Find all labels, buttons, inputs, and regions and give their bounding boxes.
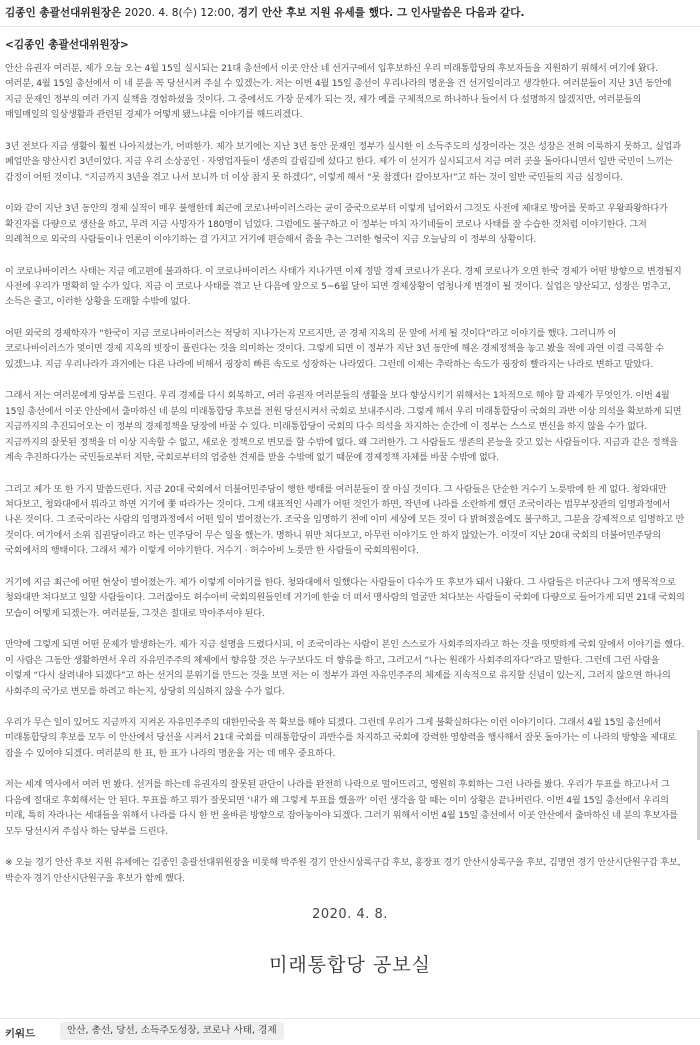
headline-summary: 경기 안산 후보 지원 유세를 했다. 그 인사말씀은 다음과 같다. (237, 7, 525, 19)
paragraph-6: 그래서 저는 여러분에게 당부를 드린다. 우리 경제를 다시 회복하고, 여러 유권자 여러분들의 생활을 보다 향상시키기 위해서는 1차적으로 해야 할 과제가 무엇인가. 이번 4월 15일 총선에서 이곳 안산에서 출마하신 네 분의 미래통합당 후보를 전원 당선시켜서 국회로 보내주시라. 그렇게 해서 우리 미래통합당이 국회의 과반 이상 의석을 확보하게 되면 지금까지의 추진되어오는 이 정부의 경제정책을 당장에 바꿀 수 있다. 미래통합당이 국회의 다수 의석을 차지하는 순간에 이 정부는 스스로 변신을 하지 않을 수가 없다. 지금까지의 잘못된 정책을 더 이상 지속할 수 없고, 새로운 정책으로 변모를 할 수밖에 없다. 왜 그러한가. 그 사람들도 생존의 본능을 갖고 있는 사람들이다. 지금과 같은 정책을 계속 추진하다가는 국민들로부터 지탄, 국회로부터의 엄중한 견제를 받을 수밖에 없기 때문에 경제정책 자체를 바꿀 수밖에 없다. (5, 391, 682, 464)
speaker-label: <김종인 총괄선대위원장> (5, 39, 129, 51)
headline-datetime: 2020. 4. 8(수) 12:00, (121, 7, 238, 19)
keyword-tags[interactable]: 안산, 총선, 당선, 소득주도성장, 코로나 사태, 경제 (60, 1022, 284, 1040)
paragraph-9: 만약에 그렇게 되면 어떤 문제가 발생하는가. 제가 지금 설명을 드렸다시피, 이 조국이라는 사람이 본인 스스로가 사회주의자라고 하는 것을 떳떳하게 국회 앞에서 이야기를 했다. 이 사람은 그동안 생활하면서 우리 자유민주주의 체제에서 향유할 것은 누구보다도 더 향유를 하고, 그러고서 “나는 원래가 사회주의자다”라고 말한다. 그런데 그런 사람을 이렇게 “다시 살려내야 되겠다”고 하는 선거의 분위기를 만드는 것을 보면 저는 이 정부가 과연 자유민주주의 체제를 지속적으로 유지할 신념이 있는지, 그러지 않으면 하나의 사회주의 국가로 변모를 하려고 하는지, 상당히 의심하지 않을 수가 없다. (5, 640, 685, 697)
release-date: 2020. 4. 8. (312, 907, 388, 922)
paragraph-5: 어떤 외국의 경제학자가 “한국이 지금 코로나바이러스는 적당히 지나가는지 모르지만, 곧 경제 지옥의 문 앞에 서게 될 것이다”라고 이야기를 했다. 그러니까 이 코로나바이러스가 멎이면 경제 지옥의 빗장이 풀린다는 것을 의미하는 것이다. 그렇게 되면 이 정부가 지난 3년 동안에 해온 경제정책을 놓고 봤을 적에 과연 이걸 극복할 수 있겠느냐. 지금 우리나라가 과거에는 다른 나라에 비해서 굉장히 빠른 속도로 성장하는 나라였다. 그런데 이제는 추락하는 속도가 굉장히 빨라지는 나라로 변하고 말았다. (5, 328, 664, 370)
paragraph-11: 저는 세계 역사에서 여러 번 봤다. 선거를 하는데 유권자의 잘못된 판단이 나라를 완전히 나락으로 떨어뜨리고, 영원히 후회하는 그런 나라를 봤다. 우리가 투표를 하고나서 그 다음에 절대로 후회해서는 안 된다. 투표를 하고 뭐가 잘못되면 ‘내가 왜 그렇게 투표를 했을까’ 이런 생각을 할 때는 이미 상황은 끝나버린다. 이번 4월 15일 총선에서 우리의 미래, 특히 자라나는 세대들을 위해서 나라를 다시 한 번 올바른 방향으로 잡아놓아야 되겠다. 그러기 위해서 이번 4월 15일 총선에서 이곳 안산에서 출마하신 네 분의 후보자를 모두 당선시켜 주십사 하는 당부를 드린다. (5, 780, 678, 837)
paragraph-8: 거기에 지금 최근에 어떤 현상이 벌어졌는가. 제가 이렇게 이야기를 한다. 청와대에서 일했다는 사람들이 다수가 또 후보가 돼서 나왔다. 그 사람들은 더군다나 그저 맹목적으로 청와대만 쳐다보고 일할 사람들이다. 그러잖아도 허수아비 국회의원들인데 거기에 한술 더 떠서 맹사람의 얼굴만 쳐다보는 사람들이 국회에 다량으로 들어가게 되면 21대 국회의 모습이 어떻게 되겠는가. 여러분들, 그것은 절대로 막아주셔야 된다. (5, 577, 685, 619)
article-body (5, 62, 685, 887)
paragraph-10: 우리가 무슨 일이 있어도 지금까지 지켜온 자유민주주의 대한민국을 꼭 확보를 해야 되겠다. 그런데 우리가 그게 불확실하다는 이런 이야기이다. 그래서 4월 15일 총선에서 미래통합당의 후보를 모두 이 안산에서 당선을 시켜서 21대 국회를 미래통합당이 과반수를 차지하고 국회에 강력한 영향력을 행사해서 잘못 돌아가는 이 나라의 방향을 제대로 잡을 수 있어야 되겠다. 여러분의 한 표, 한 표가 나라의 명운을 거는 데 매우 중요하다. (5, 717, 676, 759)
participants-note: ※ 오늘 경기 안산 후보 지원 유세에는 김종인 총괄선대위원장을 비롯해 박주원 경기 안산시상록구갑 후보, 홍장표 경기 안산시상록구을 후보, 김명연 경기 안산시단원구갑 후보, 박순자 경기 안산시단원구을 후보가 함께 했다. (5, 858, 681, 884)
issuing-office: 미래통합당 공보실 (269, 954, 431, 976)
header-divider (0, 26, 700, 27)
headline-speaker: 김종인 총괄선대위원장은 (5, 7, 122, 19)
paragraph-4: 이 코로나바이러스 사태는 지금 예고편에 불과하다. 이 코로나바이러스 사태가 지나가면 이제 정말 경제 코로나가 온다. 경제 코로나가 오면 한국 경제가 어떤 방향으로 변경될지 사전에 우리가 명확히 알 수가 있다. 지금 이 코로나 사태를 겪고 난 다음에 앞으로 5~6월 달이 되면 경제상황이 엄청나게 변경이 될 것이다. 실업은 양산되고, 성장은 멈추고, 소득은 줄고, 이러한 상황을 도래할 수밖에 없다. (5, 266, 682, 308)
headline (5, 4, 695, 22)
keyword-label: 키워드 (5, 1028, 36, 1040)
paragraph-1: 안산 유권자 여러분, 제가 오늘 오는 4월 15일 실시되는 21대 총선에서 이곳 안산 네 선거구에서 입후보하신 우리 미래통합당의 후보자들을 지원하기 위해서 여기에 왔다. 여러분, 4월 15일 총선에서 이 네 분을 꼭 당선시켜 주실 수 있겠는가. 저는 이번 4월 15일 총선이 우리나라의 명운을 건 선거일이라고 생각한다. 여러분들이 지난 3년 동안에 지금 문재인 정부의 여러 가지 실책을 경험하셨을 것이다. 그 중에서도 가장 문제가 되는 것, 제가 예를 구체적으로 하나하나 들어서 다 설명하지 않겠지만, 여러분들의 매일매일의 일상생활과 관련된 경제가 어떻게 됐느냐를 이야기를 해드리겠다. (5, 64, 672, 121)
paragraph-3: 이와 같이 지난 3년 동안의 경제 실적이 매우 불행한데 최근에 코로나바이러스라는 균이 중국으로부터 이렇게 넘어와서 그것도 사전에 제대로 방어를 못하고 우왕좌왕하다가 확진자를 다량으로 생산을 하고, 무려 지금 사망자가 180명이 넘었다. 그럼에도 불구하고 이 정부는 마치 자기네들이 코로나 사태를 잘 수습한 것처럼 이야기한다. 그저 의례적으로 외국의 사람들이나 언론이 이야기하는 걸 가지고 거기에 편승해서 춤을 추는 그러한 형국이 지금 오늘날의 이 정부의 상황이다. (5, 204, 668, 246)
paragraph-7: 그리고 제가 또 한 가지 말씀드린다. 지금 20대 국회에서 더불어민주당이 행한 행태를 여러분들이 잘 아실 것이다. 그 사람들은 단순한 거수기 노릇밖에 한 게 없다. 청와대만 쳐다보고, 청와대에서 뭐라고 하면 거기에 쫓 따라가는 것이다. 그게 대표적인 사례가 어떤 것인가 하면, 작년에 나라를 소란하게 했던 조국이라는 법무부장관의 임명과정에서 나온 것이다. 그 조국이라는 사람의 임명과정에서 어떤 일이 벌어졌는가. 조국을 임명하기 전에 이미 세상에 모든 것이 다 밝혀졌음에도 불구하고, 그분을 강제적으로 임명하고 만 것이다. 여기에서 소위 집권당이라고 하는 민주당이 무슨 일을 했는가. 명하니 위만 쳐다보고, 아무런 이야기도 안 하지 않았는가. 이것이 지난 20대 국회의 더불어민주당의 국회에서의 행태이다. 그래서 제가 이렇게 이야기한다. 거수기 · 허수아비 노릇만 한 사람들이 국회의원이다. (5, 484, 685, 557)
paragraph-2: 3년 전보다 지금 생활이 훨씬 나아지셨는가, 어떠한가. 제가 보기에는 지난 3년 동안 문재인 정부가 실시한 이 소득주도의 성장이라는 것은 성장은 전혀 이룩하지 못하고, 실업과 폐업만을 양산시킨 3년이었다. 지금 우리 소상공인 · 자영업자들이 생존의 갈림길에 섰다고 한다. 제가 이 선거가 실시되고서 지금 여러 곳을 돌아다니면서 일반 국민이 느끼는 감정이 어떤 것이냐. “지금까지 3년을 겪고 나서 보니까 더 이상 참지 못 하겠다”, 이렇게 해서 “못 참겠다! 갈아보자!”고 하는 것이 일반 국민들의 지금 심정이다. (5, 141, 681, 183)
keyword-bar (0, 1018, 700, 1045)
